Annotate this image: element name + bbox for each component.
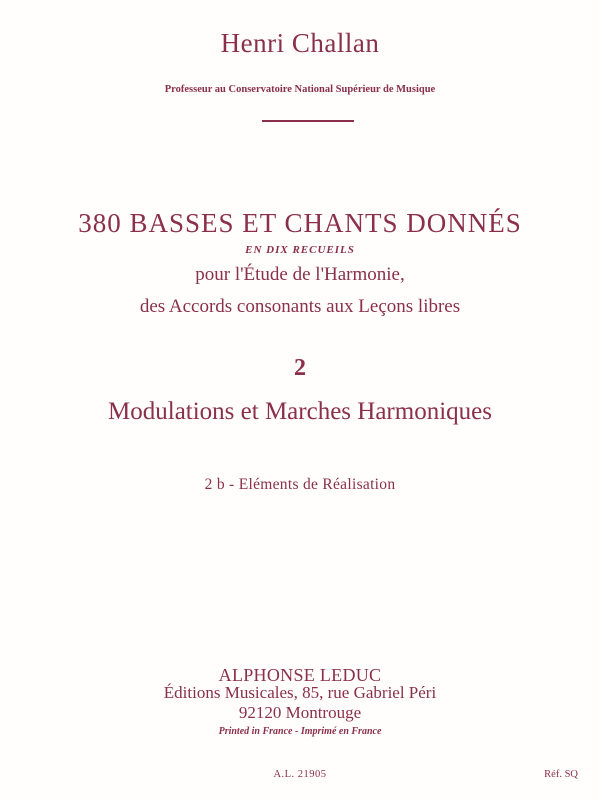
printed-in-notice: Printed in France - Imprimé en France	[218, 726, 382, 737]
volume-title: Modulations et Marches Harmoniques	[108, 398, 492, 425]
collection-subtitle: EN DIX RECUEILS	[245, 244, 355, 256]
publisher-address-line-1: Éditions Musicales, 85, rue Gabriel Péri	[163, 683, 437, 702]
author-title: Professeur au Conservatoire National Supérieur de Musique	[164, 84, 436, 95]
reference-code: Réf. SQ	[544, 769, 578, 780]
part-title: 2 b - Eléments de Réalisation	[204, 476, 396, 493]
main-title: 380 BASSES ET CHANTS DONNÉS	[78, 208, 522, 238]
divider-rule	[262, 120, 354, 122]
purpose-line-1: pour l'Étude de l'Harmonie,	[195, 264, 405, 285]
publisher-name: ALPHONSE LEDUC	[218, 665, 382, 685]
purpose-line-2: des Accords consonants aux Leçons libres	[139, 296, 461, 317]
catalog-code: A.L. 21905	[273, 769, 327, 780]
author-name: Henri Challan	[220, 28, 380, 58]
publisher-address-line-2: 92120 Montrouge	[238, 703, 362, 722]
volume-number: 2	[294, 355, 306, 381]
